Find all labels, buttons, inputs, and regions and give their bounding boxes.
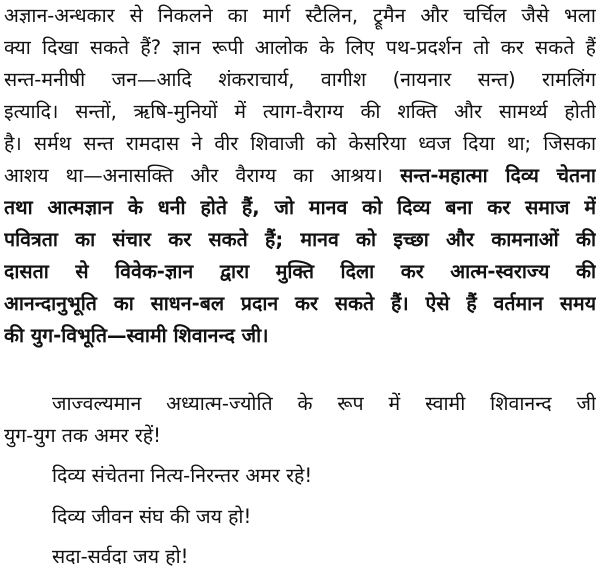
text-line-bold: दासता से विवेक-ज्ञान द्वारा मुक्ति दिला कर आत्म-स्वराज्य की (4, 260, 596, 283)
text-line-bold: तथा आत्मज्ञान के धनी होते हैं, जो मानव को दिव्य बना कर समाज में (4, 196, 596, 219)
text-line: इत्यादि। सन्तों, ऋषि-मुनियों में त्याग-वैराग्य की शक्ति और सामर्थ्य होती (4, 100, 596, 123)
text-line-bold: पवित्रता का संचार कर सकते हैं; मानव को इच्छा और कामनाओं की (4, 228, 596, 251)
text-line: आशय था—अनासक्ति और वैराग्य का आश्रय। सन्त-महात्मा दिव्य चेतना (4, 164, 596, 187)
bold-text: सन्त-महात्मा दिव्य चेतना (400, 164, 596, 187)
text-line: सन्त-मनीषी जन—आदि शंकराचार्य, वागीश (नायनार सन्त) रामलिंग (4, 68, 596, 91)
closing-line-3: सदा-सर्वदा जय हो! (52, 545, 189, 568)
text-line: अज्ञान-अन्धकार से निकलने का मार्ग स्टैलिन, ट्रूमैन और चर्चिल जैसे भला (4, 4, 596, 27)
paragraph-blessing (4, 388, 596, 452)
text-line-bold: आनन्दानुभूति का साधन-बल प्रदान कर सकते हैं। ऐसे हैं वर्तमान समय (4, 292, 596, 315)
paragraph-main (4, 0, 596, 352)
text-line: है। सर्मथ सन्त रामदास ने वीर शिवाजी को केसरिया ध्वज दिया था; जिसका (4, 132, 596, 155)
closing-line-2: दिव्य जीवन संघ की जय हो! (52, 505, 252, 528)
text-line: जाज्वल्यमान अध्यात्म-ज्योति के रूप में स्वामी शिवानन्द जी (52, 392, 596, 415)
text-line: क्या दिखा सकते हैं? ज्ञान रूपी आलोक के लिए पथ-प्रदर्शन तो कर सकते हैं (4, 36, 596, 59)
closing-line-1: दिव्य संचेतना नित्य-निरन्तर अमर रहे! (52, 464, 313, 487)
text-line: युग-युग तक अमर रहें! (4, 424, 161, 447)
text-line-bold: की युग-विभूति—स्वामी शिवानन्द जी। (4, 324, 269, 347)
